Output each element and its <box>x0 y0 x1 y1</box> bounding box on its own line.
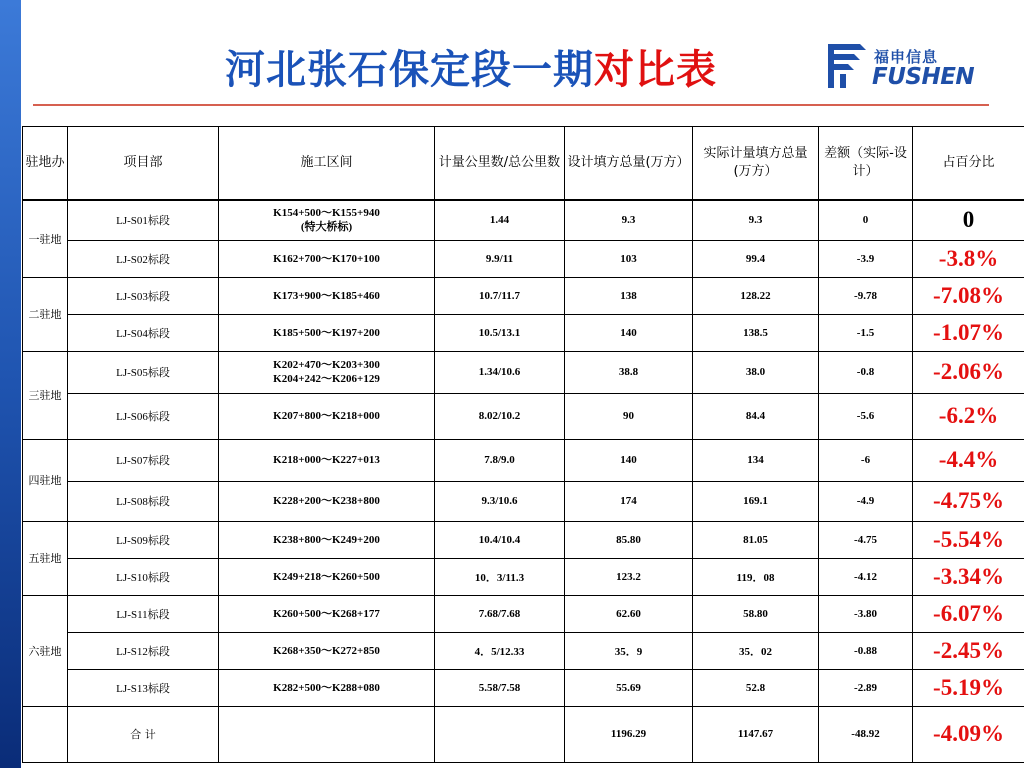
table-row <box>23 277 1024 314</box>
section-cell: LJ-S08标段 <box>68 481 219 521</box>
actual-fill-cell: 84.4 <box>693 393 819 439</box>
km-cell: 10．3/11.3 <box>435 558 565 595</box>
design-fill-cell: 123.2 <box>565 558 693 595</box>
percentage-cell: -5.19% <box>913 669 1024 706</box>
design-fill-cell: 38.8 <box>565 351 693 393</box>
difference-cell: -2.89 <box>819 669 913 706</box>
total-label-cell: 合 计 <box>68 706 219 762</box>
km-cell: 4．5/12.33 <box>435 632 565 669</box>
table-row <box>23 595 1024 632</box>
km-cell: 8.02/10.2 <box>435 393 565 439</box>
header-station: 驻地办 <box>23 127 68 201</box>
km-cell: 10.4/10.4 <box>435 521 565 558</box>
total-km-cell <box>435 706 565 762</box>
actual-fill-cell: 138.5 <box>693 314 819 351</box>
interval-cell <box>219 240 435 277</box>
section-cell: LJ-S09标段 <box>68 521 219 558</box>
actual-fill-cell: 9.3 <box>693 200 819 240</box>
percentage-cell: -4.75% <box>913 481 1024 521</box>
interval-cell <box>219 393 435 439</box>
design-fill-cell: 85.80 <box>565 521 693 558</box>
section-cell: LJ-S11标段 <box>68 595 219 632</box>
total-design-cell: 1196.29 <box>565 706 693 762</box>
interval-line: (特大桥标) <box>300 221 353 234</box>
table-body <box>23 200 1024 762</box>
interval-cell <box>219 558 435 595</box>
difference-cell: -0.8 <box>819 351 913 393</box>
actual-fill-cell: 38.0 <box>693 351 819 393</box>
difference-cell: -3.9 <box>819 240 913 277</box>
km-cell: 7.8/9.0 <box>435 439 565 481</box>
station-cell: 二驻地 <box>23 277 68 351</box>
table-row <box>23 200 1024 240</box>
interval-line: K202+470～K203+300 <box>273 359 380 371</box>
interval-cell <box>219 351 435 393</box>
actual-fill-cell: 52.8 <box>693 669 819 706</box>
section-cell: LJ-S02标段 <box>68 240 219 277</box>
difference-cell: -3.80 <box>819 595 913 632</box>
table-row <box>23 393 1024 439</box>
interval-line: K218+000～K227+013 <box>273 454 380 466</box>
difference-cell: -4.75 <box>819 521 913 558</box>
actual-fill-cell: 119．08 <box>693 558 819 595</box>
interval-line: K260+500～K268+177 <box>273 607 380 620</box>
design-fill-cell: 140 <box>565 439 693 481</box>
total-percentage-cell: -4.09% <box>913 706 1024 762</box>
interval-line: K228+200～K238+800 <box>273 495 380 507</box>
design-fill-cell: 103 <box>565 240 693 277</box>
percentage-cell: -6.2% <box>913 393 1024 439</box>
section-cell: LJ-S06标段 <box>68 393 219 439</box>
section-cell: LJ-S10标段 <box>68 558 219 595</box>
total-station-cell <box>23 706 68 762</box>
design-fill-cell: 138 <box>565 277 693 314</box>
difference-cell: -9.78 <box>819 277 913 314</box>
difference-cell: -1.5 <box>819 314 913 351</box>
table-row <box>23 240 1024 277</box>
difference-cell: -4.12 <box>819 558 913 595</box>
difference-cell: 0 <box>819 200 913 240</box>
header-interval: 施工区间 <box>219 127 435 201</box>
header-actual-fill: 实际计量填方总量(万方） <box>693 127 819 201</box>
km-cell: 1.44 <box>435 200 565 240</box>
percentage-cell: 0 <box>913 200 1024 240</box>
interval-line: K154+500～K155+940 <box>273 207 380 220</box>
design-fill-cell: 9.3 <box>565 200 693 240</box>
actual-fill-cell: 81.05 <box>693 521 819 558</box>
km-cell: 9.3/10.6 <box>435 481 565 521</box>
title-main: 河北张石保定段一期 <box>225 46 594 93</box>
design-fill-cell: 55.69 <box>565 669 693 706</box>
interval-cell <box>219 314 435 351</box>
logo-english-text: FUSHEN <box>872 64 975 90</box>
percentage-cell: -5.54% <box>913 521 1024 558</box>
page-title <box>225 38 717 95</box>
design-fill-cell: 90 <box>565 393 693 439</box>
section-cell: LJ-S12标段 <box>68 632 219 669</box>
station-cell: 四驻地 <box>23 439 68 521</box>
table-header-row <box>23 127 1024 201</box>
interval-line: K185+500～K197+200 <box>273 326 380 339</box>
header-km: 计量公里数/总公里数 <box>435 127 565 201</box>
table-row <box>23 521 1024 558</box>
interval-line: K238+800～K249+200 <box>273 533 380 546</box>
difference-cell: -5.6 <box>819 393 913 439</box>
percentage-cell: -2.45% <box>913 632 1024 669</box>
left-accent-bar <box>0 0 21 768</box>
interval-line: K282+500～K288+080 <box>273 681 380 694</box>
interval-line: K173+900～K185+460 <box>273 289 380 302</box>
interval-cell <box>219 669 435 706</box>
total-row <box>23 706 1024 762</box>
interval-cell <box>219 200 435 240</box>
percentage-cell: -6.07% <box>913 595 1024 632</box>
design-fill-cell: 174 <box>565 481 693 521</box>
percentage-cell: -1.07% <box>913 314 1024 351</box>
interval-line: K207+800～K218+000 <box>273 410 380 422</box>
interval-cell <box>219 277 435 314</box>
header-design-fill: 设计填方总量(万方） <box>565 127 693 201</box>
section-cell: LJ-S07标段 <box>68 439 219 481</box>
header-project-dept: 项目部 <box>68 127 219 201</box>
actual-fill-cell: 128.22 <box>693 277 819 314</box>
percentage-cell: -3.34% <box>913 558 1024 595</box>
section-cell: LJ-S05标段 <box>68 351 219 393</box>
table-row <box>23 632 1024 669</box>
km-cell: 7.68/7.68 <box>435 595 565 632</box>
design-fill-cell: 35．9 <box>565 632 693 669</box>
interval-line: K249+218～K260+500 <box>273 570 380 583</box>
interval-cell <box>219 439 435 481</box>
station-cell: 五驻地 <box>23 521 68 595</box>
difference-cell: -0.88 <box>819 632 913 669</box>
logo-chinese-text: 福申信息 <box>874 48 939 66</box>
section-cell: LJ-S04标段 <box>68 314 219 351</box>
table-row <box>23 669 1024 706</box>
section-cell: LJ-S13标段 <box>68 669 219 706</box>
actual-fill-cell: 169.1 <box>693 481 819 521</box>
station-cell: 三驻地 <box>23 351 68 439</box>
actual-fill-cell: 35．02 <box>693 632 819 669</box>
interval-line: K162+700～K170+100 <box>273 252 380 265</box>
percentage-cell: -3.8% <box>913 240 1024 277</box>
km-cell: 10.5/13.1 <box>435 314 565 351</box>
fushen-logo-icon <box>826 42 876 90</box>
station-cell: 六驻地 <box>23 595 68 706</box>
comparison-table <box>22 126 1024 763</box>
table-row <box>23 314 1024 351</box>
design-fill-cell: 62.60 <box>565 595 693 632</box>
percentage-cell: -7.08% <box>913 277 1024 314</box>
actual-fill-cell: 99.4 <box>693 240 819 277</box>
interval-cell <box>219 595 435 632</box>
difference-cell: -4.9 <box>819 481 913 521</box>
header-percentage: 占百分比 <box>913 127 1024 201</box>
total-interval-cell <box>219 706 435 762</box>
section-cell: LJ-S01标段 <box>68 200 219 240</box>
interval-line: K268+350～K272+850 <box>273 644 380 657</box>
percentage-cell: -2.06% <box>913 351 1024 393</box>
actual-fill-cell: 58.80 <box>693 595 819 632</box>
km-cell: 5.58/7.58 <box>435 669 565 706</box>
actual-fill-cell: 134 <box>693 439 819 481</box>
section-cell: LJ-S03标段 <box>68 277 219 314</box>
difference-cell: -6 <box>819 439 913 481</box>
percentage-cell: -4.4% <box>913 439 1024 481</box>
km-cell: 9.9/11 <box>435 240 565 277</box>
table-row <box>23 558 1024 595</box>
header-difference: 差额（实际-设计） <box>819 127 913 201</box>
title-divider <box>33 104 989 106</box>
km-cell: 1.34/10.6 <box>435 351 565 393</box>
interval-line: K204+242～K206+129 <box>273 373 380 385</box>
design-fill-cell: 140 <box>565 314 693 351</box>
interval-cell <box>219 481 435 521</box>
company-logo <box>826 42 975 92</box>
station-cell: 一驻地 <box>23 200 68 277</box>
total-actual-cell: 1147.67 <box>693 706 819 762</box>
km-cell: 10.7/11.7 <box>435 277 565 314</box>
table-row <box>23 481 1024 521</box>
total-difference-cell: -48.92 <box>819 706 913 762</box>
table-row <box>23 439 1024 481</box>
title-highlight: 对比表 <box>594 46 717 93</box>
interval-cell <box>219 521 435 558</box>
table-row <box>23 351 1024 393</box>
interval-cell <box>219 632 435 669</box>
